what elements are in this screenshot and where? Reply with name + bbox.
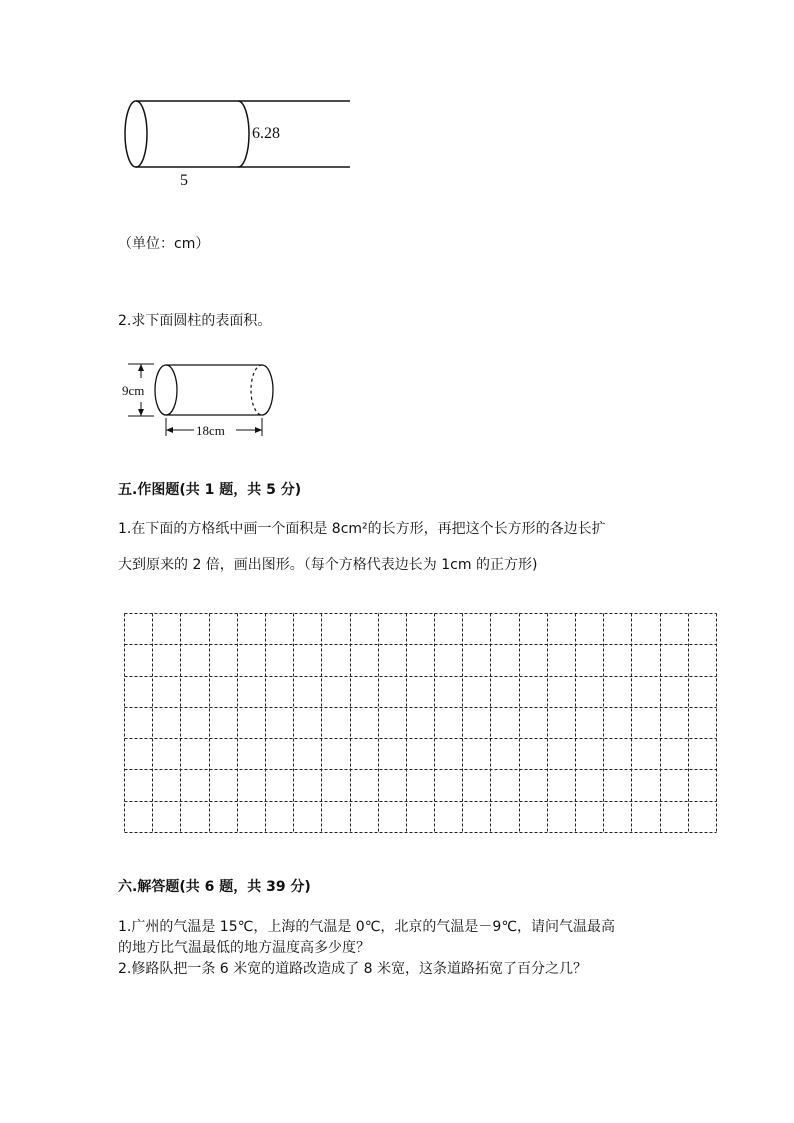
- figure1-right-label: 6.28: [252, 125, 280, 142]
- section-5-question-1-line-1: 1.在下面的方格纸中画一个面积是 8cm²的长方形，再把这个长方形的各边长扩: [118, 521, 606, 537]
- figure1-bottom-label: 5: [180, 172, 188, 189]
- square-grid-paper[interactable]: [124, 613, 716, 833]
- unit-note: （单位：cm）: [118, 236, 210, 252]
- section-5-question-1-line-2: 大到原来的 2 倍，画出图形。（每个方格代表边长为 1cm 的正方形): [118, 557, 538, 573]
- figure2-height-label: 9cm: [122, 383, 145, 398]
- section-6-question-2: 2.修路队把一条 6 米宽的道路改造成了 8 米宽，这条道路拓宽了百分之几？: [118, 961, 587, 977]
- question-2: 2.求下面圆柱的表面积。: [118, 313, 272, 329]
- figure2-length-label: 18cm: [196, 423, 225, 438]
- cylinder-figure-1: [120, 98, 250, 173]
- section-6-question-1-line-2: 的地方比气温最低的地方温度高多少度？: [118, 940, 370, 956]
- section-5-heading: 五.作图题(共 1 题，共 5 分): [118, 482, 302, 498]
- section-6-heading: 六.解答题(共 6 题，共 39 分): [118, 879, 311, 895]
- section-6-question-1-line-1: 1.广州的气温是 15℃，上海的气温是 0℃，北京的气温是－9℃，请问气温最高: [118, 919, 616, 935]
